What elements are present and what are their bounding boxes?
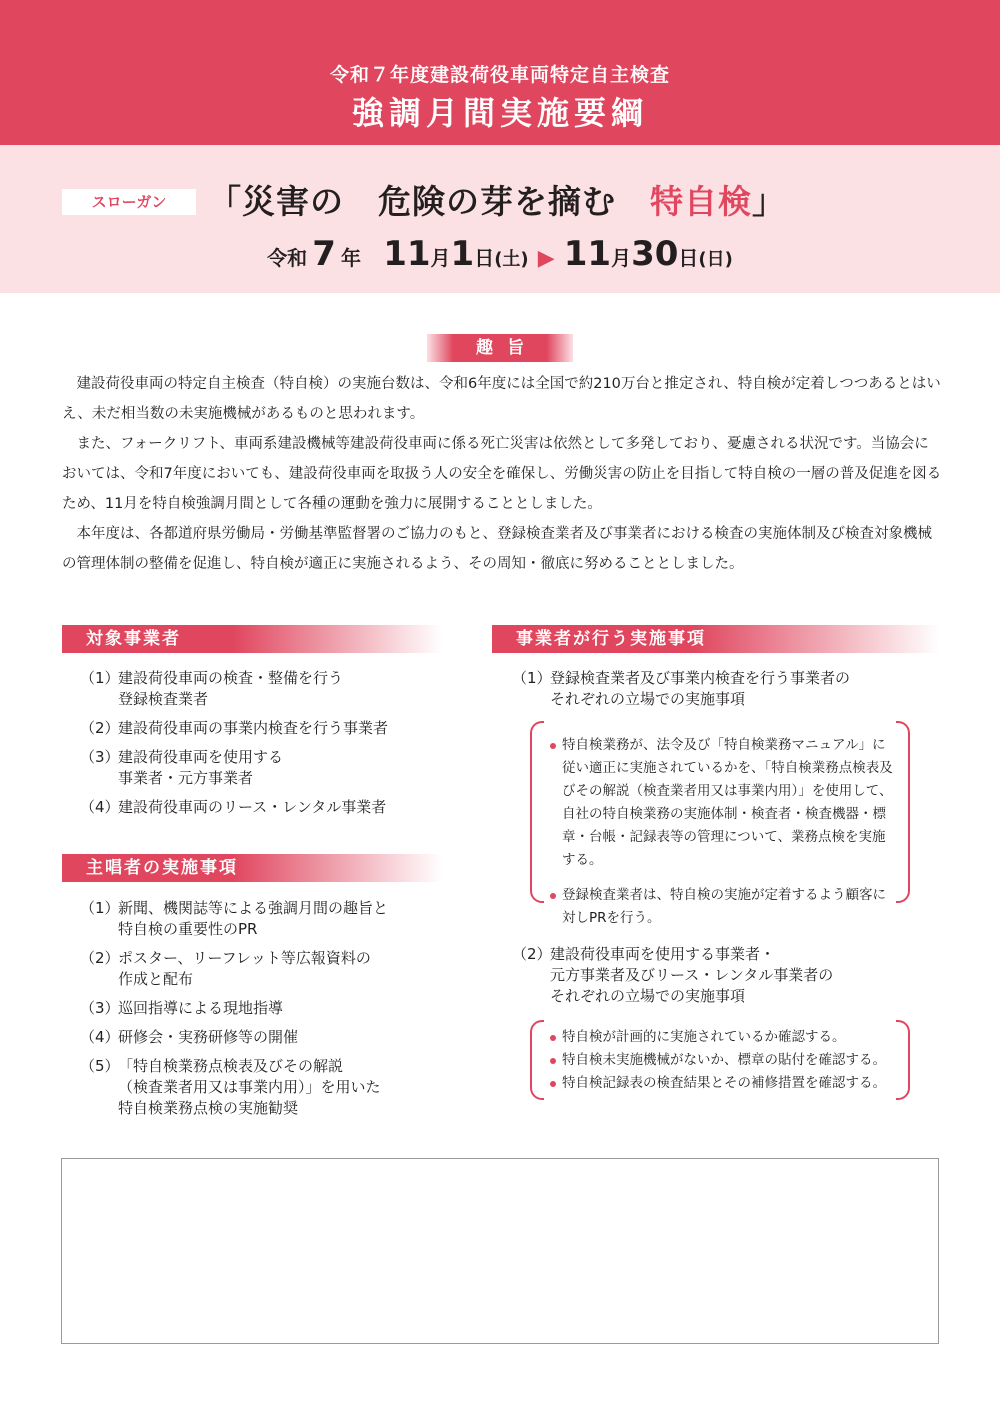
- bullet-item: [550, 1072, 895, 1095]
- bullet-text: 特自検が計画的に実施されているか確認する。: [562, 1029, 846, 1045]
- slogan-badge: スローガン: [62, 189, 196, 215]
- item-text: 研修会・実務研修等の開催: [118, 1028, 299, 1046]
- bracket-right: [896, 1020, 910, 1100]
- period-year-unit: 年: [341, 246, 361, 270]
- item-text: 新聞、機関誌等による強調月間の趣旨と: [118, 899, 389, 917]
- list-item: [80, 998, 460, 1019]
- item-number: （1）: [80, 669, 120, 687]
- sponsor-list: [80, 898, 460, 1127]
- bullet-text: 特自検業務が、法令及び「特自検業務マニュアル」に従い適正に実施されているかを、「特自検業務点検表及びその解説（検査業者用又は事業内用）」を使用して、自社の特自検業務の実施体制・検査者・検査機器・標章・台帳・記録表等の管理について、業務点検を実施する。: [562, 737, 893, 868]
- purpose-paragraph: また、フォークリフト、車両系建設機械等建設荷役車両に係る死亡災害は依然として多発しており、憂慮される状況です。当協会においては、令和7年度においても、建設荷役車両を取扱う人の安全を確保し、労働災害の防止を目指して特自検の一層の普及促進を図るため、11月を特自検強調月間として各種の運動を強力に展開することとしました。: [62, 436, 942, 512]
- item-number: （2）: [80, 719, 120, 737]
- item-text: 建設荷役車両の検査・整備を行う: [118, 669, 344, 687]
- bullet-dot-icon: [550, 1081, 556, 1087]
- period-year: 7: [312, 234, 336, 274]
- bracket-left: [530, 721, 544, 903]
- item-number: （3）: [80, 999, 120, 1017]
- targets-list: [80, 668, 460, 826]
- list-item: [80, 1056, 460, 1119]
- period-month-unit-1: 月: [430, 246, 451, 270]
- period-end-weekday: (日): [698, 249, 733, 270]
- employer-item2: [512, 944, 932, 1015]
- period-start-weekday: (土): [494, 249, 529, 270]
- item-text: 作成と配布: [118, 970, 194, 988]
- list-item: [512, 944, 932, 1007]
- list-item: [80, 948, 460, 990]
- header-title: 強調月間実施要綱: [351, 94, 648, 132]
- item-text: （検査業者用又は事業内用）」を用いた: [118, 1078, 381, 1096]
- period-end-day: 30: [631, 234, 679, 274]
- list-item: [80, 797, 460, 818]
- item-number: （1）: [80, 899, 120, 917]
- blank-notes-box: [61, 1158, 939, 1344]
- list-item: [80, 747, 460, 789]
- bullet-dot-icon: [550, 743, 556, 749]
- item-text: 事業者・元方事業者: [118, 769, 254, 787]
- period-day-unit-1: 日: [474, 246, 495, 270]
- item-text: 登録検査業者及び事業内検査を行う事業者の: [550, 669, 851, 687]
- period-era: 令和: [267, 246, 308, 270]
- period-end-month: 11: [563, 234, 612, 274]
- item-text: 特自検業務点検の実施勧奨: [118, 1099, 299, 1117]
- item-text: それぞれの立場での実施事項: [550, 690, 746, 708]
- item-number: （4）: [80, 1028, 120, 1046]
- bullet-item: [550, 1026, 895, 1049]
- item-number: （4）: [80, 798, 120, 816]
- bracket-right: [896, 721, 910, 903]
- period-day-unit-2: 日: [678, 246, 699, 270]
- bullet-dot-icon: [550, 1035, 556, 1041]
- bullet-text: 登録検査業者は、特自検の実施が定着するよう顧客に対しPRを行う。: [562, 887, 886, 926]
- employer-item1-bullets: [550, 734, 895, 930]
- employer-heading: 事業者が行う実施事項: [492, 625, 940, 653]
- purpose-paragraph: 本年度は、各都道府県労働局・労働基準監督署のご協力のもと、登録検査業者及び事業者における検査の実施体制及び検査対象機械の管理体制の整備を促進し、特自検が適正に実施されるよう、その周知・徹底に努めることとしました。: [62, 526, 932, 572]
- item-text: 「特自検業務点検表及びその解説: [118, 1057, 344, 1075]
- period-start-month: 11: [383, 234, 431, 274]
- bullet-dot-icon: [550, 893, 556, 899]
- purpose-body: [62, 369, 942, 579]
- item-text: 登録検査業者: [118, 690, 209, 708]
- sponsor-heading: 主唱者の実施事項: [62, 854, 442, 882]
- bullet-dot-icon: [550, 1058, 556, 1064]
- employer-item1: [512, 668, 932, 718]
- purpose-paragraph: 建設荷役車両の特定自主検査（特自検）の実施台数は、令和6年度には全国で約210万台と推定され、特自検が定着しつつあるとはいえ、未だ相当数の未実施機械があるものと思われます。: [62, 376, 941, 422]
- bullet-item: [550, 734, 895, 872]
- item-text: 建設荷役車両のリース・レンタル事業者: [118, 798, 387, 816]
- list-item: [80, 898, 460, 940]
- list-item: [80, 668, 460, 710]
- slogan-highlight: 特自検: [650, 182, 752, 221]
- list-item: [80, 718, 460, 739]
- list-item: [512, 668, 932, 710]
- item-text: 建設荷役車両の事業内検査を行う事業者: [118, 719, 389, 737]
- item-number: （3）: [80, 748, 120, 766]
- item-text: 特自検の重要性のPR: [118, 920, 258, 938]
- header-subtitle: 令和７年度建設荷役車両特定自主検査: [329, 64, 670, 86]
- item-text: 建設荷役車両を使用する事業者・: [550, 945, 776, 963]
- item-number: （2）: [512, 945, 552, 963]
- bullet-text: 特自検未実施機械がないか、標章の貼付を確認する。: [562, 1052, 886, 1068]
- bracket-left: [530, 1020, 544, 1100]
- arrow-right-icon: ▶: [537, 246, 555, 271]
- item-text: 元方事業者及びリース・レンタル事業者の: [550, 966, 834, 984]
- item-text: 建設荷役車両を使用する: [118, 748, 284, 766]
- slogan-open-quote: 「: [208, 182, 242, 221]
- item-text: ポスター、リーフレット等広報資料の: [118, 949, 371, 967]
- period-month-unit-2: 月: [611, 246, 632, 270]
- campaign-period: [0, 234, 1000, 274]
- item-number: （1）: [512, 669, 552, 687]
- item-number: （5）: [80, 1057, 120, 1075]
- employer-item2-bullets: [550, 1026, 895, 1095]
- slogan-text: [208, 176, 968, 223]
- list-item: [80, 1027, 460, 1048]
- item-number: （2）: [80, 949, 120, 967]
- period-start-day: 1: [450, 234, 475, 274]
- slogan-close-quote: 」: [752, 182, 786, 221]
- targets-heading: 対象事業者: [62, 625, 442, 653]
- bullet-item: [550, 1049, 895, 1072]
- item-text: 巡回指導による現地指導: [118, 999, 284, 1017]
- purpose-heading: 趣旨: [427, 334, 573, 362]
- bullet-item: [550, 884, 895, 930]
- slogan-main: 災害の 危険の芽を摘む: [242, 182, 650, 221]
- bullet-text: 特自検記録表の検査結果とその補修措置を確認する。: [562, 1075, 886, 1091]
- item-text: それぞれの立場での実施事項: [550, 987, 746, 1005]
